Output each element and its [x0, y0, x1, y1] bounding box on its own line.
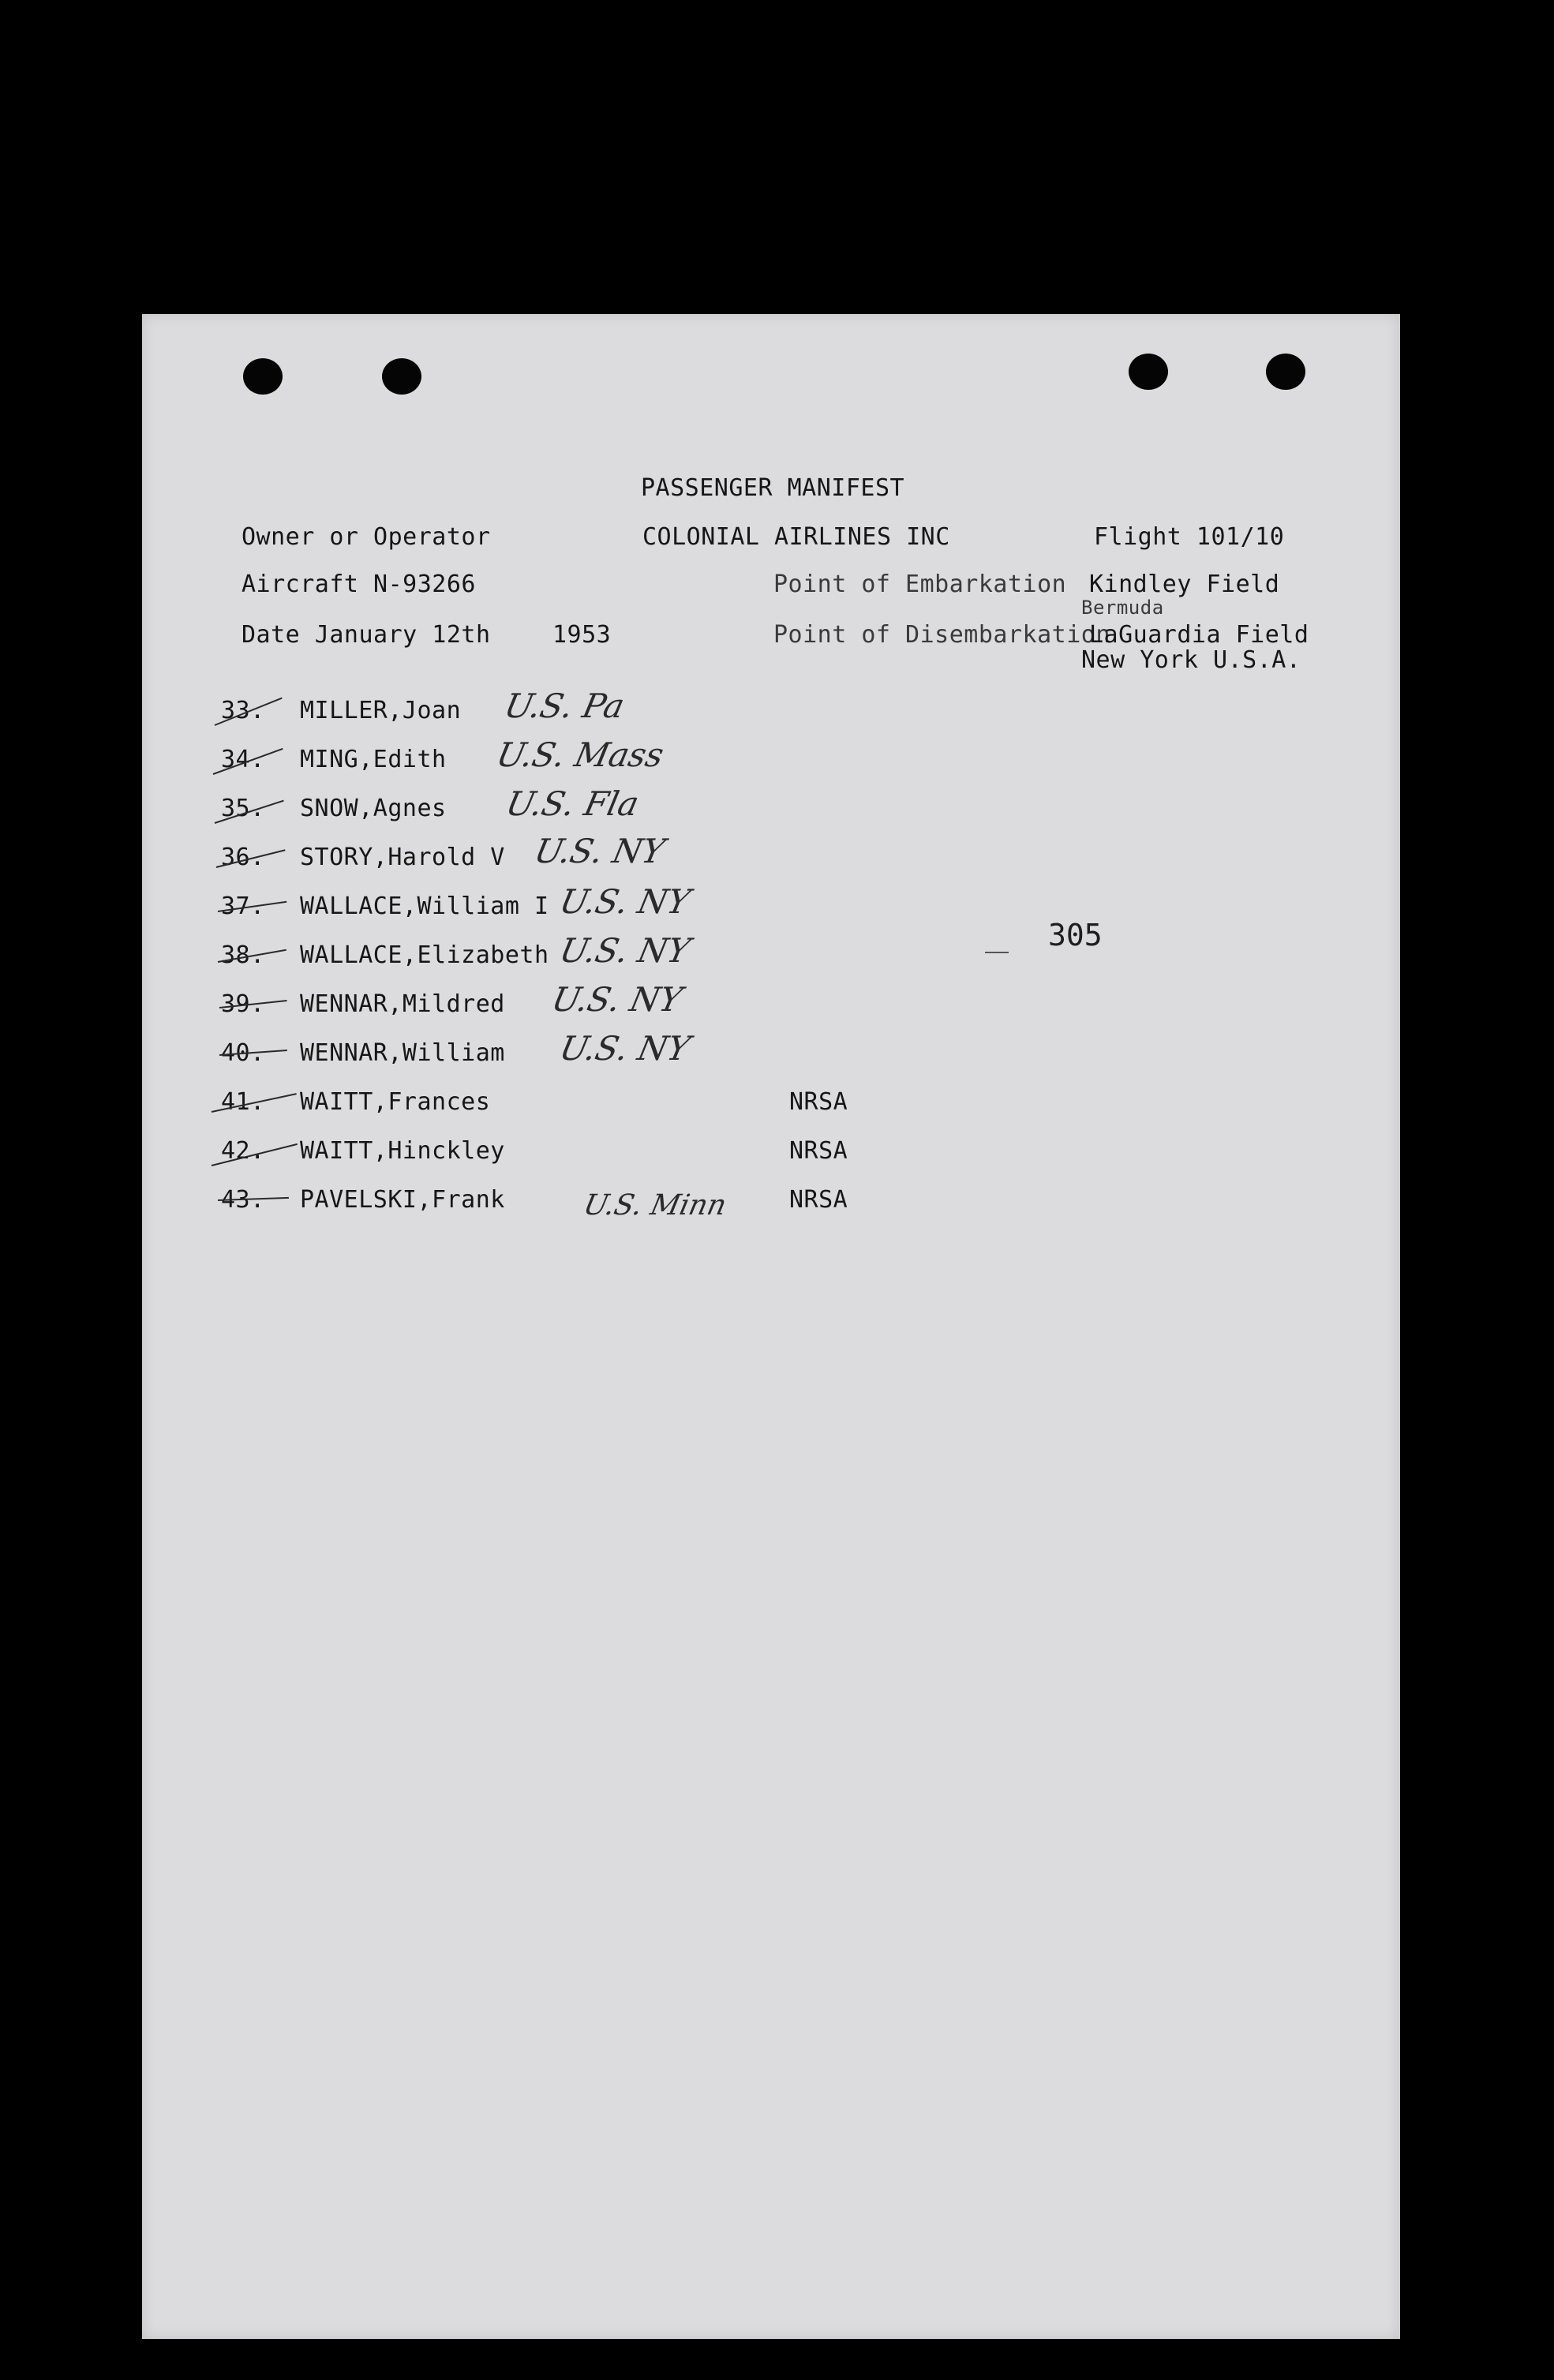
margin-dash [985, 952, 1009, 953]
passenger-number: 33. [221, 697, 265, 724]
embarkation-value: Kindley Field [1089, 571, 1280, 598]
handwritten-note: U.S. Minn [580, 1189, 729, 1222]
manifest-page [142, 314, 1400, 2339]
page-number: 305 [1048, 918, 1103, 952]
passenger-number: 42. [221, 1137, 265, 1165]
passenger-name: WAITT,Frances [300, 1088, 491, 1116]
owner-value: COLONIAL AIRLINES INC [642, 523, 950, 551]
passenger-name: MILLER,Joan [300, 697, 462, 724]
passenger-number: 40. [221, 1039, 265, 1067]
passenger-name: WAITT,Hinckley [300, 1137, 505, 1165]
passenger-name: STORY,Harold V [300, 844, 505, 871]
manifest-year: 1953 [552, 621, 612, 649]
handwritten-note: U.S. NY [556, 882, 694, 921]
passenger-number: 37. [221, 892, 265, 920]
handwritten-note: U.S. NY [556, 1029, 694, 1068]
passenger-number: 34. [221, 746, 265, 773]
passenger-name: WENNAR,Mildred [300, 990, 505, 1018]
owner-label: Owner or Operator [242, 523, 491, 551]
passenger-name: WALLACE,Elizabeth [300, 941, 549, 969]
aircraft-number: Aircraft N-93266 [242, 571, 476, 598]
punch-hole [1129, 354, 1168, 390]
passenger-number: 38. [221, 941, 265, 969]
disembarkation-label: Point of Disembarkation [773, 621, 1110, 649]
punch-hole [243, 358, 283, 395]
embarkation-label: Point of Embarkation [773, 571, 1067, 598]
passenger-name: SNOW,Agnes [300, 795, 447, 822]
handwritten-note: U.S. NY [548, 980, 686, 1019]
passenger-name: MING,Edith [300, 746, 447, 773]
disembarkation-value: LaGuardia Field [1089, 621, 1309, 649]
handwritten-note: U.S. Mass [492, 735, 668, 774]
manifest-title: PASSENGER MANIFEST [641, 474, 905, 502]
status-code: NRSA [789, 1186, 848, 1214]
disembarkation-line2: New York U.S.A. [1081, 646, 1301, 674]
passenger-number: 36. [221, 844, 265, 871]
manifest-date: Date January 12th [242, 621, 491, 649]
handwritten-note: U.S. NY [556, 931, 694, 970]
passenger-number: 39. [221, 990, 265, 1018]
handwritten-note: U.S. NY [530, 832, 668, 870]
passenger-number: 43. [221, 1186, 265, 1214]
flight-number: Flight 101/10 [1094, 523, 1285, 551]
passenger-name: WALLACE,William I [300, 892, 549, 920]
status-code: NRSA [789, 1088, 848, 1116]
status-code: NRSA [789, 1137, 848, 1165]
punch-hole [1266, 354, 1305, 390]
passenger-name: PAVELSKI,Frank [300, 1186, 505, 1214]
passenger-number: 35. [221, 795, 265, 822]
punch-hole [382, 358, 421, 395]
passenger-number: 41. [221, 1088, 265, 1116]
handwritten-note: U.S. Pa [500, 687, 628, 725]
passenger-name: WENNAR,William [300, 1039, 505, 1067]
handwritten-note: U.S. Fla [502, 784, 642, 823]
embarkation-line2: Bermuda [1081, 597, 1164, 619]
